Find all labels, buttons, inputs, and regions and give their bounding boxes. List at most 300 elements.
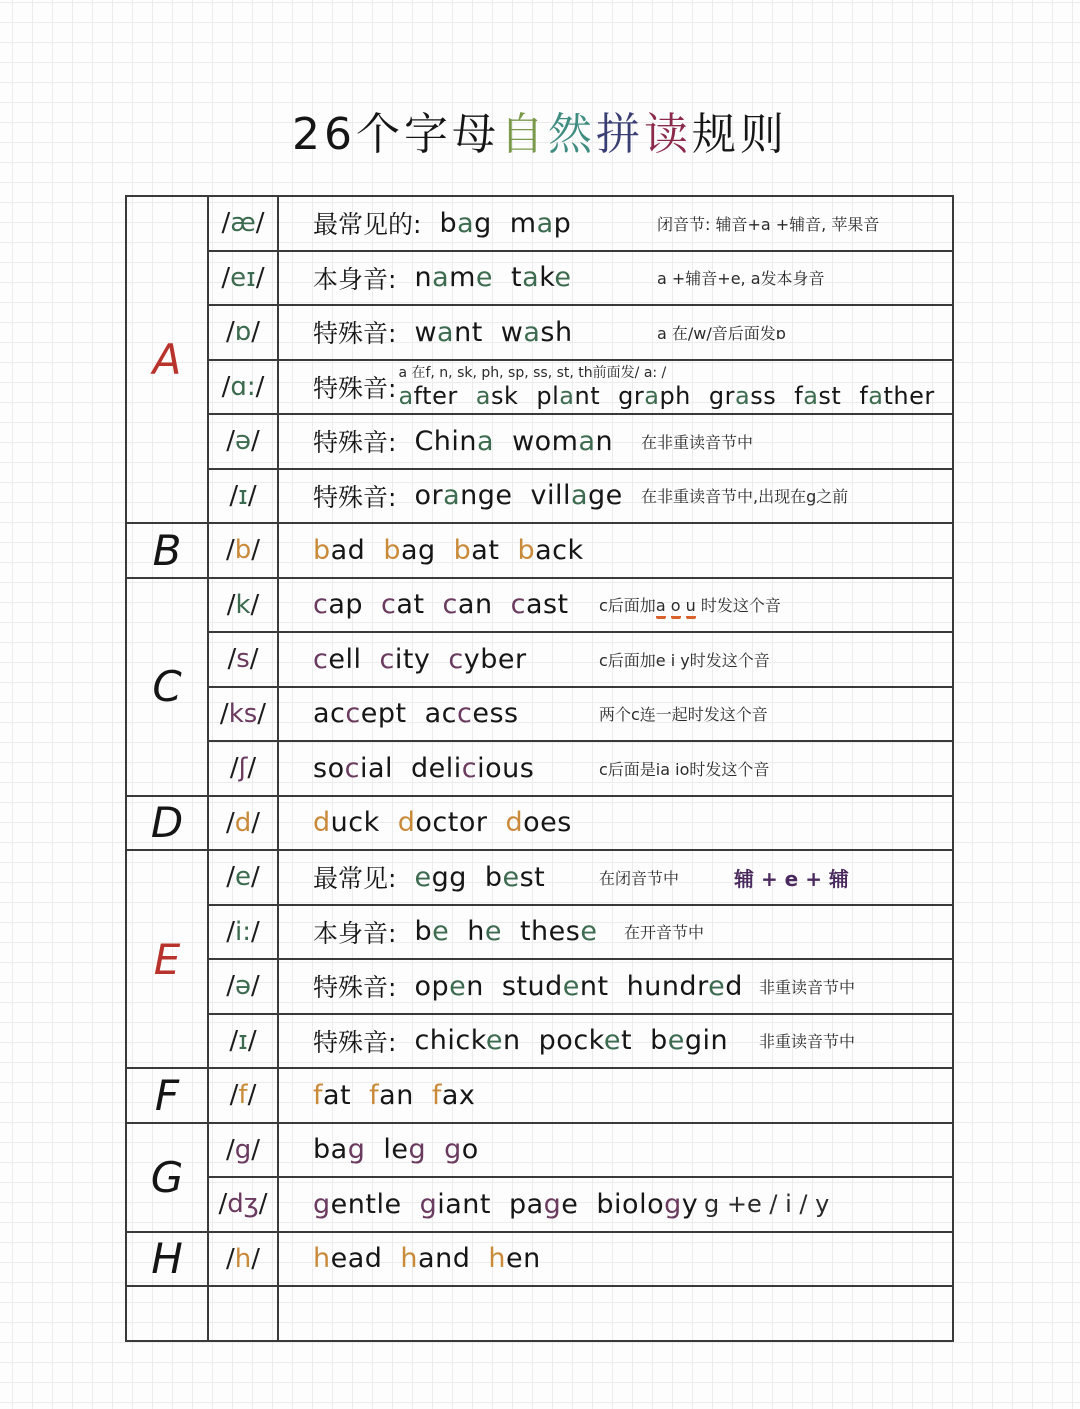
- sound-rows: [209, 851, 952, 1067]
- text-segment: /: [255, 208, 265, 239]
- text-segment: /: [249, 644, 259, 675]
- example-words: [313, 644, 545, 675]
- example-word: [313, 1080, 351, 1111]
- example-word: [400, 1243, 470, 1274]
- example-word: [313, 1189, 402, 1220]
- example-word: [476, 382, 519, 410]
- text-segment: d: [313, 807, 331, 839]
- example-words: [313, 1080, 493, 1111]
- ipa-cell: [209, 851, 279, 904]
- text-segment: ial: [359, 752, 394, 784]
- text-segment: a: [868, 381, 884, 410]
- example-word: [414, 262, 493, 293]
- text-segment: ʃ: [238, 753, 248, 784]
- page-title: [0, 98, 1080, 162]
- example-word: [313, 644, 361, 675]
- text-segment: st: [519, 861, 546, 893]
- example-word: [505, 807, 571, 838]
- text-segment: /: [225, 807, 235, 838]
- example-cell: [279, 851, 952, 904]
- sound-row: [209, 631, 952, 686]
- letter-cell: G: [127, 1124, 209, 1231]
- text-segment: /: [255, 262, 265, 293]
- text-segment: gr: [618, 381, 645, 410]
- text-segment: en: [505, 1243, 541, 1275]
- sound-row: [209, 851, 952, 904]
- example-word: [501, 317, 573, 348]
- text-segment: g: [474, 207, 492, 239]
- rule-note: 在非重读音节中,出现在g之前: [641, 487, 849, 507]
- sound-row: [209, 579, 952, 632]
- ipa-cell: [209, 1233, 279, 1286]
- text-segment: ess: [472, 698, 519, 730]
- text-segment: e: [502, 861, 520, 893]
- example-word: [313, 698, 407, 729]
- text-segment: e: [554, 262, 572, 294]
- text-segment: pock: [538, 1025, 604, 1057]
- words-wrap: [313, 535, 602, 566]
- letter-cell: B: [127, 524, 209, 577]
- rule-label: 特殊音:: [313, 373, 397, 403]
- example-cell: [279, 1233, 952, 1286]
- example-word: [313, 807, 380, 838]
- text-segment: t: [620, 1025, 633, 1057]
- text-segment: e: [449, 970, 467, 1002]
- text-segment: ious: [477, 752, 535, 784]
- example-words: [414, 426, 631, 457]
- text-segment: a: [522, 262, 540, 294]
- example-word: [414, 916, 449, 947]
- text-segment: c: [313, 643, 329, 675]
- ipa-cell: [209, 415, 279, 468]
- text-segment: nt: [579, 970, 609, 1002]
- text-segment: n: [466, 970, 484, 1002]
- text-segment: /: [218, 1189, 228, 1220]
- example-cell: [279, 1015, 952, 1068]
- text-segment: d: [234, 807, 252, 838]
- sound-row: [209, 797, 952, 850]
- text-segment: h: [234, 1243, 252, 1274]
- text-segment: le: [383, 1134, 409, 1166]
- example-word: [627, 971, 743, 1002]
- example-word: [414, 1025, 520, 1056]
- text-segment: b: [414, 916, 433, 948]
- text-segment: b: [453, 534, 472, 566]
- text-segment: iant: [437, 1188, 491, 1220]
- text-segment: nt: [574, 381, 601, 410]
- example-words: [414, 262, 589, 293]
- example-word: [511, 589, 569, 620]
- sound-row: [209, 1124, 952, 1177]
- text-segment: u: [686, 596, 696, 619]
- text-segment: a: [559, 381, 575, 410]
- words-wrap: [313, 1243, 559, 1274]
- rule-note: 非重读音节中: [759, 1032, 856, 1052]
- letter-cell: C: [127, 579, 209, 795]
- text-segment: vill: [530, 480, 571, 512]
- text-segment: octor: [415, 807, 488, 839]
- text-segment: h: [488, 1243, 506, 1275]
- text-segment: n: [503, 1025, 521, 1057]
- example-word: [502, 971, 609, 1002]
- title-segment: 读: [644, 109, 692, 160]
- text-segment: or: [414, 480, 444, 512]
- example-words: [313, 753, 552, 784]
- text-segment: thes: [519, 916, 581, 948]
- text-segment: e: [561, 1188, 579, 1220]
- text-segment: /: [251, 971, 260, 1002]
- sound-rows: [209, 1287, 952, 1340]
- text-segment: e: [475, 262, 494, 294]
- example-words: [414, 862, 563, 893]
- rule-label: 特殊音:: [313, 428, 397, 458]
- text-segment: stud: [501, 970, 563, 1002]
- text-segment: ack: [535, 534, 584, 566]
- text-segment: biolo: [596, 1188, 665, 1220]
- rule-label: 特殊音:: [313, 1027, 397, 1057]
- text-segment: g: [408, 1134, 427, 1166]
- example-words: [414, 317, 590, 348]
- sound-row: [209, 1233, 952, 1286]
- sound-row: [209, 1287, 952, 1340]
- text-segment: wom: [512, 425, 579, 457]
- example-cell: [279, 906, 952, 959]
- example-words: [414, 916, 615, 947]
- title-segment: 拼: [596, 109, 644, 160]
- ipa-cell: [209, 1178, 279, 1231]
- example-words: [398, 381, 952, 410]
- text-segment: eɪ: [230, 262, 256, 293]
- example-words: [439, 208, 589, 239]
- text-segment: ax: [441, 1079, 476, 1111]
- text-segment: yber: [463, 643, 527, 675]
- text-segment: g: [444, 1134, 462, 1166]
- example-word: [511, 262, 571, 293]
- sound-row: [209, 524, 952, 577]
- ipa-cell: [209, 1287, 279, 1340]
- example-word: [432, 1080, 476, 1111]
- text-segment: /: [250, 589, 260, 620]
- title-segment: 然: [548, 109, 596, 160]
- words-wrap: [414, 1025, 746, 1056]
- text-segment: a: [735, 381, 751, 410]
- text-segment: c: [510, 589, 526, 621]
- example-word: [709, 382, 776, 410]
- ipa-cell: [209, 1124, 279, 1177]
- example-word: [530, 480, 622, 511]
- ipa-cell: [209, 252, 279, 305]
- text-segment: /: [251, 317, 261, 348]
- rule-note: a 在/w/音后面发ɒ: [657, 323, 786, 343]
- text-segment: and: [418, 1243, 471, 1275]
- sound-rows: [209, 1069, 952, 1122]
- example-word: [517, 535, 583, 566]
- ipa-cell: [209, 633, 279, 686]
- text-segment: /: [247, 1080, 257, 1111]
- text-segment: a: [477, 425, 495, 457]
- ipa-cell: [209, 906, 279, 959]
- sound-row: [209, 904, 952, 959]
- words-wrap: [414, 480, 640, 511]
- text-segment: ph: [659, 381, 691, 410]
- example-word: [454, 535, 500, 566]
- example-word: [313, 1134, 365, 1165]
- example-cell: [279, 524, 952, 577]
- example-word: [467, 916, 502, 947]
- text-segment: ba: [313, 1134, 348, 1166]
- text-segment: o: [671, 596, 681, 619]
- example-word: [536, 382, 600, 410]
- words-wrap: [414, 317, 590, 348]
- text-segment: a: [536, 207, 554, 239]
- text-segment: b: [439, 207, 458, 239]
- text-segment: ss: [750, 381, 777, 410]
- text-segment: ə: [235, 971, 251, 1002]
- sound-rows: [209, 579, 952, 795]
- ipa-cell: [209, 524, 279, 577]
- words-wrap: [414, 971, 760, 1002]
- rule-formula: 辅 + e + 辅: [734, 866, 849, 891]
- text-segment: ɪ: [238, 480, 248, 511]
- sound-row: [209, 1176, 952, 1231]
- example-word: [383, 1134, 426, 1165]
- example-word: [414, 317, 482, 348]
- sound-rows: [209, 797, 952, 850]
- text-segment: nge: [460, 480, 513, 512]
- text-segment: sh: [540, 316, 573, 348]
- example-word: [381, 589, 425, 620]
- rule-label: 本身音:: [313, 918, 397, 948]
- text-segment: m: [509, 207, 537, 239]
- text-segment: /: [247, 480, 257, 511]
- text-segment: /: [247, 753, 257, 784]
- text-segment: ap: [328, 589, 364, 621]
- text-segment: d: [397, 807, 416, 839]
- text-segment: f: [431, 1079, 442, 1111]
- text-segment: deli: [411, 752, 462, 784]
- text-segment: /: [221, 371, 231, 402]
- example-word: [448, 644, 526, 675]
- sound-row: [209, 958, 952, 1013]
- example-cell: [279, 742, 952, 795]
- text-segment: /: [219, 698, 229, 729]
- ipa-cell: [209, 197, 279, 250]
- text-segment: ə: [235, 426, 251, 457]
- phonics-table: [125, 195, 954, 1342]
- text-segment: e: [235, 862, 251, 893]
- text-segment: /: [221, 262, 231, 293]
- text-segment: c: [345, 698, 361, 730]
- text-segment: /: [251, 1243, 260, 1274]
- text-segment: d: [725, 970, 743, 1002]
- text-segment: /: [227, 644, 237, 675]
- example-word: [398, 807, 488, 838]
- text-segment: 时发这个音: [695, 596, 781, 616]
- text-segment: g: [234, 1134, 252, 1165]
- text-segment: ad: [330, 534, 366, 566]
- sound-row: [209, 740, 952, 795]
- text-segment: f: [794, 381, 804, 410]
- title-segment: 规则: [692, 109, 788, 160]
- example-word: [420, 1189, 491, 1220]
- example-word: [510, 208, 572, 239]
- text-segment: gin: [684, 1025, 729, 1057]
- example-word: [414, 480, 512, 511]
- example-word: [488, 1243, 540, 1274]
- text-segment: g: [347, 1134, 366, 1166]
- text-segment: f: [238, 1080, 248, 1111]
- words-wrap: [313, 1080, 493, 1111]
- text-segment: [681, 596, 686, 615]
- example-cell: [279, 1178, 952, 1231]
- text-segment: /: [226, 916, 235, 947]
- example-word: [313, 753, 393, 784]
- text-segment: a: [523, 316, 541, 348]
- rule-note: 非重读音节中: [759, 977, 856, 997]
- sound-row: [209, 686, 952, 741]
- text-segment: c: [448, 643, 464, 675]
- text-segment: /: [257, 698, 267, 729]
- text-segment: p: [553, 207, 572, 239]
- text-segment: e: [562, 970, 580, 1002]
- ipa-cell: [209, 1069, 279, 1122]
- text-segment: e: [414, 861, 432, 893]
- example-word: [414, 862, 466, 893]
- text-segment: t: [511, 262, 523, 294]
- rule-label: 特殊音:: [313, 319, 397, 349]
- example-word: [512, 426, 613, 457]
- rule-note: c后面加e i y时发这个音: [599, 650, 770, 670]
- text-segment: /: [258, 1189, 268, 1220]
- text-segment: w: [414, 316, 438, 348]
- example-word: [414, 971, 483, 1002]
- letter-group-h: [127, 1231, 952, 1286]
- text-segment: b: [650, 1025, 668, 1057]
- sound-row: [209, 413, 953, 468]
- text-segment: a: [475, 381, 491, 410]
- text-segment: /: [226, 426, 235, 457]
- text-segment: /: [229, 753, 239, 784]
- text-segment: b: [234, 535, 252, 566]
- text-segment: a: [437, 316, 455, 348]
- text-segment: c: [344, 752, 360, 784]
- example-word: [485, 862, 545, 893]
- text-segment: fter: [413, 381, 458, 410]
- text-segment: /: [250, 916, 260, 947]
- text-segment: h: [467, 916, 485, 948]
- text-segment: a: [457, 207, 475, 239]
- text-segment: /: [229, 480, 239, 511]
- text-segment: a: [432, 262, 450, 294]
- letter-group-e: [127, 849, 952, 1067]
- text-segment: n: [595, 425, 614, 457]
- rule-label: 特殊音:: [313, 482, 397, 512]
- text-segment: /: [251, 535, 261, 566]
- text-segment: a: [578, 425, 596, 457]
- sound-rows: [209, 1124, 952, 1231]
- text-segment: /: [221, 208, 231, 239]
- example-word: [398, 382, 457, 410]
- sound-rows: [209, 1233, 952, 1286]
- text-segment: /: [225, 317, 235, 348]
- example-word: [443, 589, 493, 620]
- text-segment: an: [457, 589, 493, 621]
- rule-stack: [398, 366, 952, 408]
- text-segment: /: [225, 1134, 235, 1165]
- sound-row: [209, 1069, 952, 1122]
- rule-note: c后面是ia io时发这个音: [599, 759, 770, 779]
- letter-cell: E: [127, 851, 209, 1067]
- text-segment: pl: [536, 381, 560, 410]
- text-segment: /: [251, 1134, 261, 1165]
- text-segment: æ: [230, 208, 256, 239]
- text-segment: dʒ: [227, 1189, 259, 1220]
- example-word: [539, 1025, 632, 1056]
- words-wrap: [313, 753, 552, 784]
- text-segment: f: [369, 1079, 380, 1111]
- text-segment: f: [313, 1079, 324, 1111]
- sound-row: [209, 1013, 952, 1068]
- rule-note: 闭音节: 辅音+a +辅音, 苹果音: [657, 214, 880, 234]
- ipa-cell: [209, 306, 279, 359]
- example-word: [414, 426, 494, 457]
- words-wrap: [313, 807, 590, 838]
- ipa-cell: [209, 742, 279, 795]
- words-wrap: [414, 916, 615, 947]
- example-cell: [279, 252, 953, 305]
- text-segment: a: [570, 480, 589, 512]
- example-word: [425, 698, 519, 729]
- text-segment: st: [818, 381, 842, 410]
- text-segment: ge: [588, 480, 623, 512]
- text-segment: y: [681, 1188, 699, 1220]
- text-segment: uck: [330, 807, 380, 839]
- rule-label: 最常见的:: [313, 210, 422, 240]
- text-segment: e: [603, 1025, 621, 1057]
- letter-cell: A: [127, 197, 209, 522]
- rule-note: [599, 593, 781, 616]
- text-segment: ac: [313, 698, 346, 730]
- text-segment: b: [517, 534, 536, 566]
- text-segment: e: [432, 916, 450, 948]
- text-segment: g: [543, 1188, 562, 1220]
- title-segment: 自: [500, 109, 548, 160]
- text-segment: c: [379, 643, 395, 675]
- words-wrap: [313, 589, 587, 620]
- example-words: [414, 971, 760, 1002]
- sound-row: [209, 250, 953, 305]
- text-segment: g: [313, 1188, 331, 1220]
- sound-row: [209, 197, 953, 250]
- rule-note: 在非重读音节中: [641, 432, 754, 452]
- words-wrap: [439, 208, 589, 239]
- rule-note: 两个c连一起时发这个音: [599, 705, 768, 725]
- text-segment: so: [313, 752, 345, 784]
- ipa-cell: [209, 470, 279, 523]
- example-word: [794, 382, 841, 410]
- text-segment: b: [313, 534, 331, 566]
- example-words: [414, 1025, 746, 1056]
- text-segment: chick: [414, 1025, 486, 1057]
- text-segment: hundr: [626, 970, 709, 1002]
- example-cell: [279, 1124, 952, 1177]
- example-word: [618, 382, 691, 410]
- text-segment: /: [229, 1080, 239, 1111]
- text-segment: ity: [394, 643, 431, 675]
- text-segment: b: [484, 861, 503, 893]
- text-segment: a: [803, 381, 819, 410]
- text-segment: g: [419, 1188, 438, 1220]
